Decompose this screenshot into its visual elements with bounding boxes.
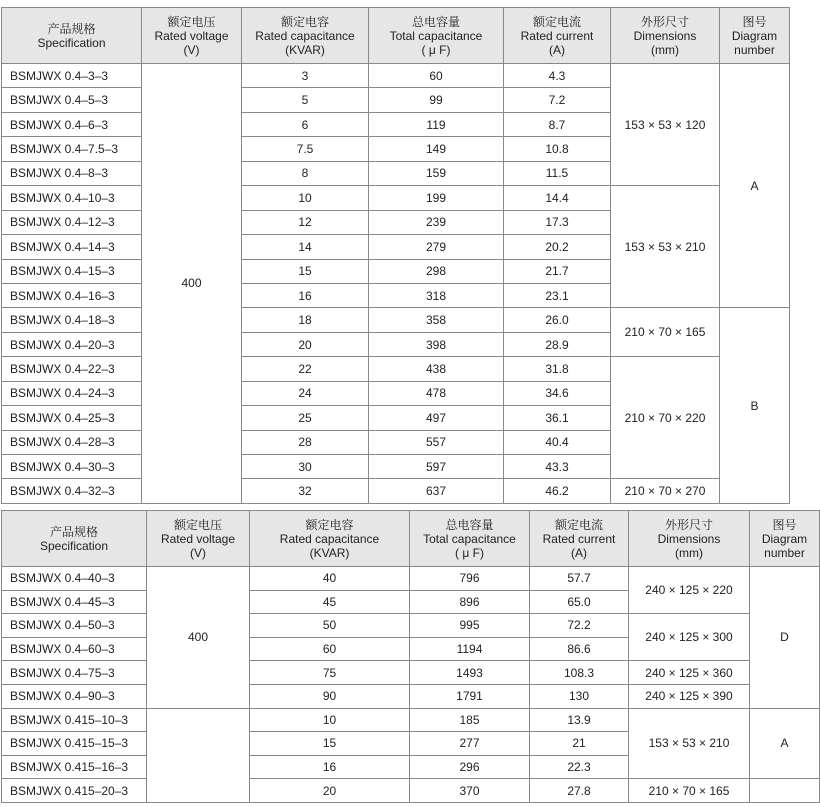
capacitance-cell: 40 [250,567,410,591]
header-rated-capacitance: 额定电容 Rated capacitance (KVAR) [242,8,369,64]
table-row [2,186,790,210]
capacitance-cell: 7.5 [242,137,369,161]
total-capacitance-cell: 557 [369,430,504,454]
table-header-row [2,511,820,567]
spec-cell: BSMJWX 0.4–10–3 [2,186,142,210]
capacitance-cell: 25 [242,406,369,430]
current-cell: 36.1 [504,406,611,430]
header-total-capacitance: 总电容量 Total capacitance ( μ F) [369,8,504,64]
dimensions-cell: 153 × 53 × 120 [611,64,720,186]
capacitance-cell: 5 [242,88,369,112]
spec-cell: BSMJWX 0.4–16–3 [2,283,142,307]
table-row [2,357,790,381]
spec-cell: BSMJWX 0.4–75–3 [2,661,147,685]
capacitance-cell: 24 [242,381,369,405]
total-capacitance-cell: 796 [410,567,530,591]
capacitance-cell: 75 [250,661,410,685]
diagram-cell: A [720,64,790,308]
spec-cell: BSMJWX 0.4–20–3 [2,332,142,356]
spec-cell: BSMJWX 0.4–60–3 [2,637,147,661]
current-cell: 14.4 [504,186,611,210]
current-cell: 43.3 [504,455,611,479]
table-header-row [2,8,790,64]
dimensions-cell: 210 × 70 × 220 [611,357,720,479]
spec-cell: BSMJWX 0.4–12–3 [2,210,142,234]
voltage-cell: 400 [142,64,242,504]
capacitance-cell: 45 [250,590,410,614]
total-capacitance-cell: 318 [369,283,504,307]
current-cell: 86.6 [530,637,629,661]
spec-cell: BSMJWX 0.4–3–3 [2,64,142,88]
spec-cell: BSMJWX 0.4–15–3 [2,259,142,283]
header-dimensions: 外形尺寸 Dimensions (mm) [629,511,750,567]
header-rated-voltage: 额定电压 Rated voltage (V) [147,511,250,567]
spec-cell: BSMJWX 0.4–5–3 [2,88,142,112]
total-capacitance-cell: 478 [369,381,504,405]
current-cell: 27.8 [530,779,629,803]
header-dimensions: 外形尺寸 Dimensions (mm) [611,8,720,64]
total-capacitance-cell: 637 [369,479,504,503]
total-capacitance-cell: 1791 [410,684,530,708]
capacitance-cell: 16 [242,283,369,307]
current-cell: 4.3 [504,64,611,88]
total-capacitance-cell: 277 [410,732,530,756]
current-cell: 72.2 [530,614,629,638]
header-rated-current: 额定电流 Rated current (A) [504,8,611,64]
header-rated-current: 额定电流 Rated current (A) [530,511,629,567]
current-cell: 34.6 [504,381,611,405]
capacitance-cell: 10 [242,186,369,210]
spec-cell: BSMJWX 0.4–40–3 [2,567,147,591]
dimensions-cell: 210 × 70 × 165 [611,308,720,357]
table-row [2,661,820,685]
header-total-capacitance: 总电容量 Total capacitance ( μ F) [410,511,530,567]
current-cell: 17.3 [504,210,611,234]
header-rated-capacitance: 额定电容 Rated capacitance (KVAR) [250,511,410,567]
total-capacitance-cell: 239 [369,210,504,234]
total-capacitance-cell: 149 [369,137,504,161]
dimensions-cell: 210 × 70 × 270 [611,479,720,503]
capacitance-cell: 3 [242,64,369,88]
capacitance-cell: 20 [242,332,369,356]
diagram-cell: D [750,567,820,709]
total-capacitance-cell: 119 [369,112,504,136]
capacitance-cell: 12 [242,210,369,234]
total-capacitance-cell: 99 [369,88,504,112]
table-row [2,614,820,638]
total-capacitance-cell: 298 [369,259,504,283]
header-diagram-number: 图号 Diagram number [720,8,790,64]
diagram-cell [750,779,820,803]
capacitance-cell: 18 [242,308,369,332]
current-cell: 65.0 [530,590,629,614]
current-cell: 11.5 [504,161,611,185]
total-capacitance-cell: 279 [369,235,504,259]
spec-cell: BSMJWX 0.4–6–3 [2,112,142,136]
dimensions-cell: 153 × 53 × 210 [629,708,750,779]
spec-cell: BSMJWX 0.4–45–3 [2,590,147,614]
current-cell: 20.2 [504,235,611,259]
capacitance-cell: 14 [242,235,369,259]
capacitance-cell: 60 [250,637,410,661]
current-cell: 28.9 [504,332,611,356]
spec-cell: BSMJWX 0.4–90–3 [2,684,147,708]
total-capacitance-cell: 438 [369,357,504,381]
total-capacitance-cell: 1493 [410,661,530,685]
current-cell: 10.8 [504,137,611,161]
current-cell: 8.7 [504,112,611,136]
table-row [2,567,820,591]
total-capacitance-cell: 185 [410,708,530,732]
total-capacitance-cell: 296 [410,755,530,779]
current-cell: 21.7 [504,259,611,283]
capacitance-cell: 16 [250,755,410,779]
dimensions-cell: 240 × 125 × 390 [629,684,750,708]
table-row [2,779,820,803]
current-cell: 130 [530,684,629,708]
total-capacitance-cell: 497 [369,406,504,430]
table-row [2,684,820,708]
dimensions-cell: 153 × 53 × 210 [611,186,720,308]
spec-cell: BSMJWX 0.4–32–3 [2,479,142,503]
current-cell: 57.7 [530,567,629,591]
current-cell: 23.1 [504,283,611,307]
current-cell: 31.8 [504,357,611,381]
current-cell: 13.9 [530,708,629,732]
capacitance-cell: 90 [250,684,410,708]
capacitance-cell: 32 [242,479,369,503]
capacitance-cell: 15 [242,259,369,283]
table-row [2,479,790,503]
spec-cell: BSMJWX 0.4–28–3 [2,430,142,454]
current-cell: 22.3 [530,755,629,779]
dimensions-cell: 240 × 125 × 360 [629,661,750,685]
diagram-cell: A [750,708,820,779]
capacitance-cell: 20 [250,779,410,803]
current-cell: 108.3 [530,661,629,685]
current-cell: 21 [530,732,629,756]
header-specification: 产品规格 Specification [2,8,142,64]
total-capacitance-cell: 159 [369,161,504,185]
spec-table-1 [1,7,790,504]
table-row [2,708,820,732]
header-rated-voltage: 额定电压 Rated voltage (V) [142,8,242,64]
capacitance-cell: 50 [250,614,410,638]
dimensions-cell: 240 × 125 × 300 [629,614,750,661]
spec-cell: BSMJWX 0.4–30–3 [2,455,142,479]
total-capacitance-cell: 896 [410,590,530,614]
spec-cell: BSMJWX 0.415–15–3 [2,732,147,756]
dimensions-cell: 240 × 125 × 220 [629,567,750,614]
total-capacitance-cell: 597 [369,455,504,479]
total-capacitance-cell: 370 [410,779,530,803]
spec-cell: BSMJWX 0.4–7.5–3 [2,137,142,161]
capacitance-cell: 8 [242,161,369,185]
table-row [2,308,790,332]
capacitance-cell: 6 [242,112,369,136]
capacitance-cell: 10 [250,708,410,732]
voltage-cell [147,708,250,802]
table-row [2,64,790,88]
current-cell: 40.4 [504,430,611,454]
spec-cell: BSMJWX 0.4–25–3 [2,406,142,430]
spec-cell: BSMJWX 0.415–20–3 [2,779,147,803]
total-capacitance-cell: 995 [410,614,530,638]
spec-cell: BSMJWX 0.4–24–3 [2,381,142,405]
capacitance-cell: 28 [242,430,369,454]
spec-table-2 [1,510,820,803]
spec-cell: BSMJWX 0.4–22–3 [2,357,142,381]
spec-cell: BSMJWX 0.415–16–3 [2,755,147,779]
total-capacitance-cell: 199 [369,186,504,210]
total-capacitance-cell: 1194 [410,637,530,661]
current-cell: 7.2 [504,88,611,112]
spec-cell: BSMJWX 0.4–8–3 [2,161,142,185]
spec-cell: BSMJWX 0.4–14–3 [2,235,142,259]
header-diagram-number: 图号 Diagram number [750,511,820,567]
spec-cell: BSMJWX 0.415–10–3 [2,708,147,732]
capacitance-cell: 22 [242,357,369,381]
capacitance-cell: 15 [250,732,410,756]
spec-cell: BSMJWX 0.4–18–3 [2,308,142,332]
diagram-cell: B [720,308,790,504]
dimensions-cell: 210 × 70 × 165 [629,779,750,803]
current-cell: 46.2 [504,479,611,503]
voltage-cell: 400 [147,567,250,709]
capacitance-cell: 30 [242,455,369,479]
total-capacitance-cell: 60 [369,64,504,88]
total-capacitance-cell: 398 [369,332,504,356]
current-cell: 26.0 [504,308,611,332]
total-capacitance-cell: 358 [369,308,504,332]
header-specification: 产品规格 Specification [2,511,147,567]
spec-cell: BSMJWX 0.4–50–3 [2,614,147,638]
